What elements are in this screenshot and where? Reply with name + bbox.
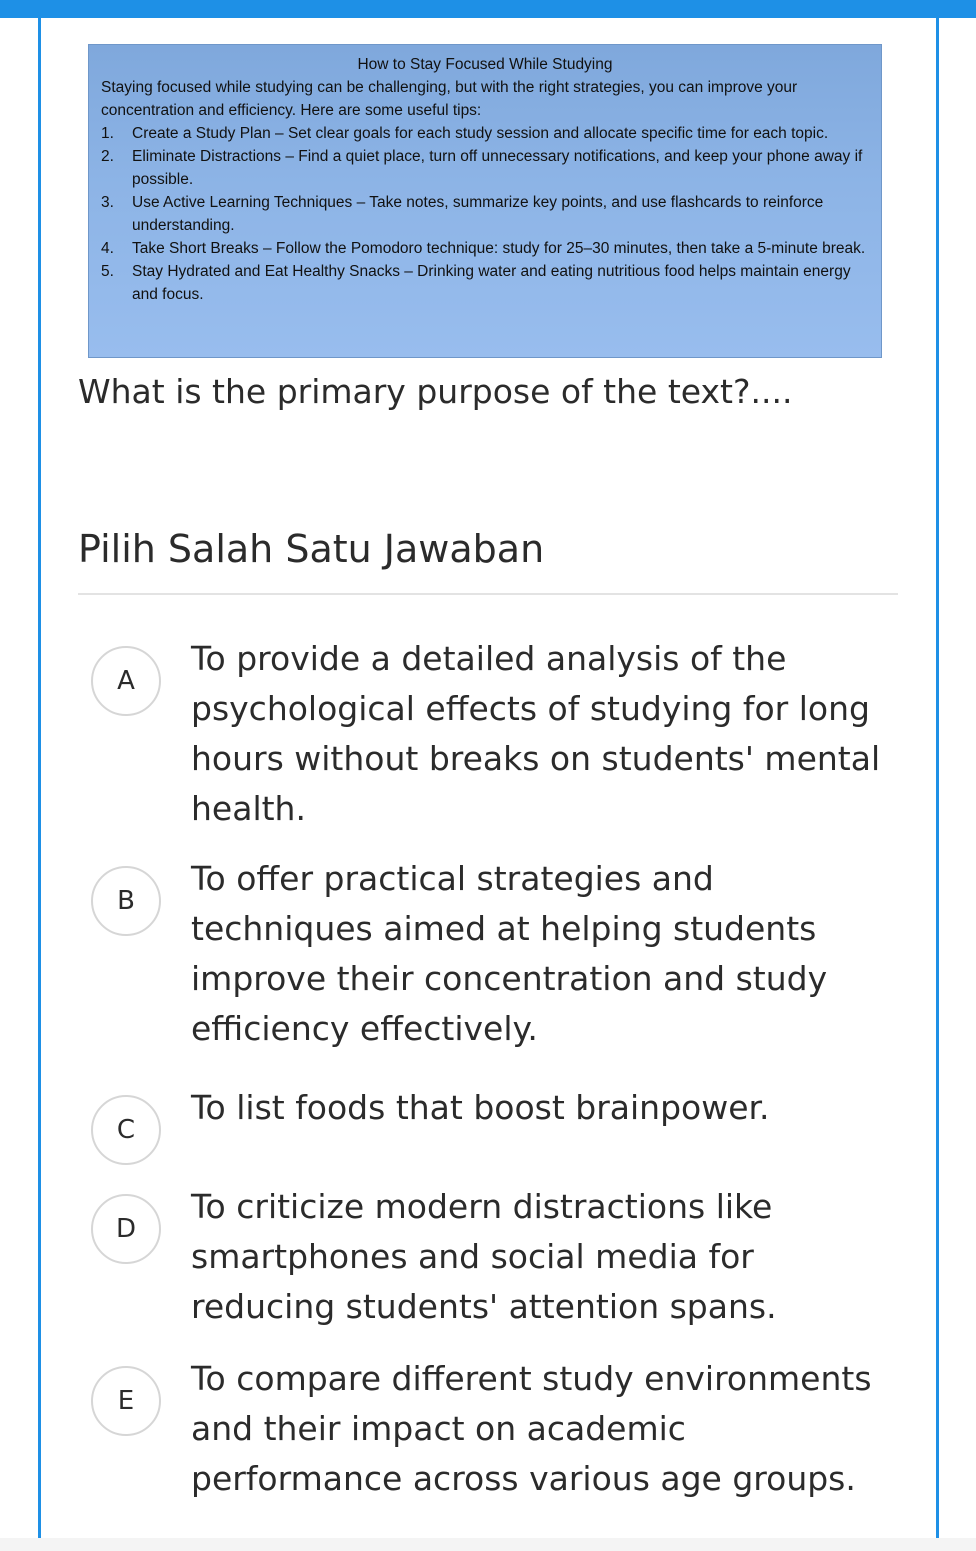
bottom-edge [0,1538,976,1551]
tip-text: Eliminate Distractions – Find a quiet place, turn off unnecessary notifications, and keep your phone away if possible. [132,148,863,188]
option-text[interactable]: To offer practical strategies and techniques aimed at helping students improve their concentration and study efficiency effectively. [191,859,828,1048]
option-letter-badge[interactable]: A [91,646,161,716]
tip-number: 1. [101,125,114,142]
question-text: What is the primary purpose of the text?.... [78,372,793,411]
list-item [101,191,869,237]
option-text[interactable]: To provide a detailed analysis of the psychological effects of studying for long hours without breaks on students' mental health. [191,639,881,828]
list-item [101,145,869,191]
tip-number: 3. [101,194,114,211]
list-item [101,237,869,260]
question-card [41,18,936,1538]
top-accent-bar [0,0,976,18]
tip-text: Use Active Learning Techniques – Take notes, summarize key points, and use flashcards to reinforce understanding. [132,194,824,234]
option-text[interactable]: To criticize modern distractions like smartphones and social media for reducing students' attention spans. [191,1187,777,1326]
option-letter-badge[interactable]: C [91,1095,161,1165]
passage-intro: Staying focused while studying can be challenging, but with the right strategies, you can improve your concentration and efficiency. Here are some useful tips: [101,79,798,119]
answer-section-title: Pilih Salah Satu Jawaban [78,527,545,571]
frame-right-border [936,18,939,1538]
option-letter-badge[interactable]: D [91,1194,161,1264]
tip-number: 2. [101,148,114,165]
option-letter-badge[interactable]: B [91,866,161,936]
tip-number: 5. [101,263,114,280]
reading-passage [88,44,882,358]
list-item [101,260,869,306]
option-letter-badge[interactable]: E [91,1366,161,1436]
option-text[interactable]: To compare different study environments and their impact on academic performance across various age groups. [191,1359,872,1498]
passage-title: How to Stay Focused While Studying [357,56,613,73]
tip-text: Create a Study Plan – Set clear goals for each study session and allocate specific time for each topic. [132,125,829,142]
tip-number: 4. [101,240,114,257]
tip-text: Stay Hydrated and Eat Healthy Snacks – Drinking water and eating nutritious food helps maintain energy and focus. [132,263,851,303]
tip-text: Take Short Breaks – Follow the Pomodoro technique: study for 25–30 minutes, then take a 5-minute break. [132,240,866,257]
tips-list [101,122,869,306]
section-divider [78,593,898,595]
option-text[interactable]: To list foods that boost brainpower. [191,1088,770,1127]
list-item [101,122,869,145]
